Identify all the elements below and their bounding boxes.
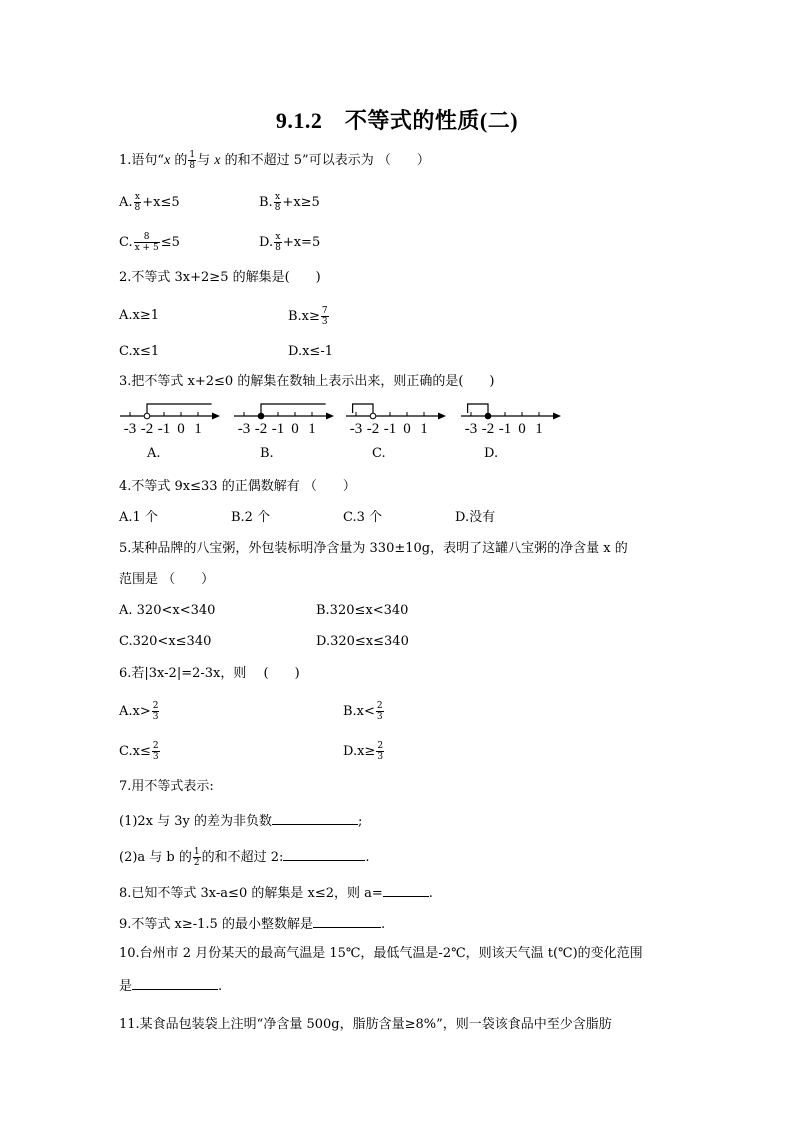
opt-label: D.x≥ [343, 744, 376, 759]
opt-label: D. [259, 235, 274, 250]
frac-num: 8 [134, 232, 160, 243]
q1-option-c[interactable] [119, 232, 180, 253]
solution-ray [147, 404, 212, 416]
tick-label: -1 [157, 421, 171, 437]
filled-dot-icon [258, 413, 264, 419]
answer-blank[interactable] [272, 810, 358, 825]
q10-text: 是 [119, 979, 133, 994]
q1-option-d[interactable] [259, 232, 320, 253]
frac-num: 2 [376, 701, 383, 711]
q5-option-a[interactable]: A. 320<x<340 [119, 603, 216, 618]
question-10-line1: 10.台州市 2 月份某天的最高气温是 15℃，最低气温是-2℃，则该天气温 t(℃)的变化范围 [119, 946, 643, 961]
question-2-stem: 2.不等式 3x+2≥5 的解集是( ) [119, 270, 321, 285]
frac-num: 2 [152, 701, 159, 711]
opt-label: C. [119, 235, 133, 250]
q9-end: . [380, 917, 386, 932]
fraction [274, 232, 282, 253]
q5-option-d[interactable]: D.320≤x≤340 [316, 634, 409, 649]
fraction [274, 192, 282, 213]
fraction-seven-thirds [321, 306, 329, 327]
fraction-two-thirds [376, 701, 384, 722]
question-4-stem: 4.不等式 9x≤33 的正偶数解有 （ ） [119, 479, 356, 494]
axis-arrow-icon [326, 413, 334, 420]
part-text: (1)2x 与 3y 的差为非负数 [119, 814, 273, 829]
q5-option-c[interactable]: C.320<x≤340 [119, 634, 212, 649]
tick-label: -3 [349, 421, 363, 437]
frac-den: 8 [189, 161, 196, 171]
answer-blank[interactable] [313, 913, 381, 928]
frac-den: 3 [152, 712, 159, 722]
question-8 [119, 882, 433, 904]
tick-label: -1 [383, 421, 397, 437]
frac-den: 3 [152, 752, 159, 762]
tick-label: 0 [403, 421, 411, 437]
fraction-two-thirds [152, 741, 160, 762]
answer-blank[interactable] [283, 846, 365, 861]
tick-label: -1 [498, 421, 512, 437]
frac-num: 1 [189, 150, 196, 160]
q10-end: . [218, 979, 223, 994]
opt-rest: ≤5 [160, 235, 180, 250]
opt-label: C.x≤ [119, 744, 151, 759]
q4-option-d[interactable]: D.没有 [455, 510, 496, 525]
tick-label: -2 [254, 421, 268, 437]
answer-blank[interactable] [132, 975, 218, 990]
tick-label: 0 [291, 421, 299, 437]
question-5-stem-line1: 5.某种品牌的八宝粥，外包装标明净含量为 330±10g，表明了这罐八宝粥的净含量 x 的 [119, 541, 628, 556]
frac-den: x + 5 [134, 243, 159, 253]
frac-num: 2 [377, 741, 384, 751]
question-7-part-1 [119, 810, 362, 832]
q6-option-a[interactable] [119, 701, 160, 722]
axis-arrow-icon [553, 413, 561, 420]
opt-rest: +x≥5 [282, 195, 320, 210]
opt-rest: +x≤5 [142, 195, 180, 210]
var-x: x [214, 153, 221, 168]
tick-label: 1 [535, 421, 543, 437]
page-title: 9.1.2 不等式的性质(二) [275, 108, 519, 133]
q1-option-a[interactable] [119, 192, 180, 213]
number-line-b[interactable] [234, 398, 334, 440]
solution-ray [261, 404, 326, 416]
frac-num: 1 [193, 847, 200, 857]
question-3-stem: 3.把不等式 x+2≤0 的解集在数轴上表示出来，则正确的是( ) [119, 374, 495, 389]
answer-blank[interactable] [383, 882, 429, 897]
filled-dot-icon [485, 413, 491, 419]
frac-den: 8 [275, 243, 281, 253]
question-9 [119, 913, 385, 935]
question-11: 11.某食品包装袋上注明“净含量 500g，脂肪含量≥8%”，则一袋该食品中至少含脂肪 [119, 1017, 612, 1032]
tick-label: 1 [194, 421, 202, 437]
tick-label: -1 [271, 421, 285, 437]
q8-end: . [428, 886, 433, 901]
frac-den: 8 [274, 203, 281, 213]
opt-label: A. [119, 195, 133, 210]
question-10-line2 [119, 975, 222, 997]
q1-option-b[interactable] [259, 192, 320, 213]
q2-option-c[interactable]: C.x≤1 [119, 344, 160, 359]
tick-label: -3 [237, 421, 251, 437]
opt-rest: +x=5 [282, 235, 321, 250]
q1-text-c: 与 [197, 153, 215, 168]
q4-option-a[interactable]: A.1 个 [119, 510, 158, 525]
q5-option-b[interactable]: B.320≤x<340 [316, 603, 409, 618]
fraction-two-thirds [152, 701, 160, 722]
tick-label: -2 [366, 421, 380, 437]
fraction [134, 232, 160, 253]
q9-text: 9.不等式 x≥-1.5 的最小整数解是 [119, 917, 313, 932]
tick-label: 1 [420, 421, 428, 437]
axis-arrow-icon [438, 413, 446, 420]
question-7-part-2 [119, 846, 370, 868]
part-end: ; [358, 814, 363, 829]
q3-option-c-label[interactable]: C. [372, 446, 386, 461]
tick-label: -3 [464, 421, 478, 437]
number-line-a[interactable] [120, 398, 220, 440]
tick-label: 0 [518, 421, 526, 437]
fraction-one-eighth [188, 150, 196, 171]
q6-option-b[interactable] [343, 701, 385, 722]
tick-label: 1 [308, 421, 316, 437]
q4-option-b[interactable]: B.2 个 [231, 510, 271, 525]
q6-option-c[interactable] [119, 741, 161, 762]
frac-num: x [275, 192, 281, 202]
question-1-stem [119, 150, 430, 171]
frac-den: 3 [321, 317, 328, 327]
q1-text-b: 的 [170, 153, 188, 168]
q3-option-b-label[interactable]: B. [260, 446, 274, 461]
question-5-stem-line2: 范围是 （ ） [119, 572, 215, 587]
frac-den: 2 [193, 858, 200, 868]
var-x: x [164, 153, 171, 168]
tick-label: -2 [140, 421, 154, 437]
question-7-stem: 7.用不等式表示: [119, 779, 214, 794]
tick-label: -3 [123, 421, 137, 437]
open-circle-icon [370, 413, 376, 419]
axis-arrow-icon [212, 413, 220, 420]
fraction-two-thirds [376, 741, 384, 762]
frac-den: 3 [376, 712, 383, 722]
frac-den: 8 [134, 203, 141, 213]
number-line-c[interactable] [346, 398, 446, 440]
question-6-stem: 6.若|3x-2|=2-3x，则 ( ) [119, 666, 300, 681]
q2-option-d[interactable]: D.x≤-1 [288, 344, 333, 359]
frac-den: 3 [377, 752, 384, 762]
q6-option-d[interactable] [343, 741, 385, 762]
q3-option-d-label[interactable]: D. [484, 446, 499, 461]
frac-num: 7 [321, 306, 328, 316]
q1-text-d: 的和不超过 5”可以表示为 （ ） [220, 153, 430, 168]
tick-label: 0 [177, 421, 185, 437]
fraction-one-half [193, 847, 201, 868]
part-text: 的和不超过 2: [201, 850, 284, 865]
frac-num: x [275, 232, 281, 242]
frac-num: 2 [152, 741, 159, 751]
part-end: . [365, 850, 370, 865]
q3-option-a-label[interactable]: A. [147, 446, 161, 461]
open-circle-icon [144, 413, 150, 419]
tick-label: -2 [481, 421, 495, 437]
fraction [134, 192, 142, 213]
opt-label: B.x< [343, 704, 375, 719]
part-text: (2)a 与 b 的 [119, 850, 192, 865]
q1-text-a: 1.语句“ [119, 153, 165, 168]
q2-option-b[interactable] [288, 306, 330, 327]
q2-option-a[interactable]: A.x≥1 [119, 308, 160, 323]
opt-label: B. [259, 195, 273, 210]
frac-num: x [134, 192, 140, 202]
opt-label: A.x> [119, 704, 151, 719]
q4-option-c[interactable]: C.3 个 [343, 510, 383, 525]
number-line-d[interactable] [461, 398, 561, 440]
q8-text: 8.已知不等式 3x-a≤0 的解集是 x≤2，则 a= [119, 886, 383, 901]
opt-label: B.x≥ [288, 309, 320, 324]
